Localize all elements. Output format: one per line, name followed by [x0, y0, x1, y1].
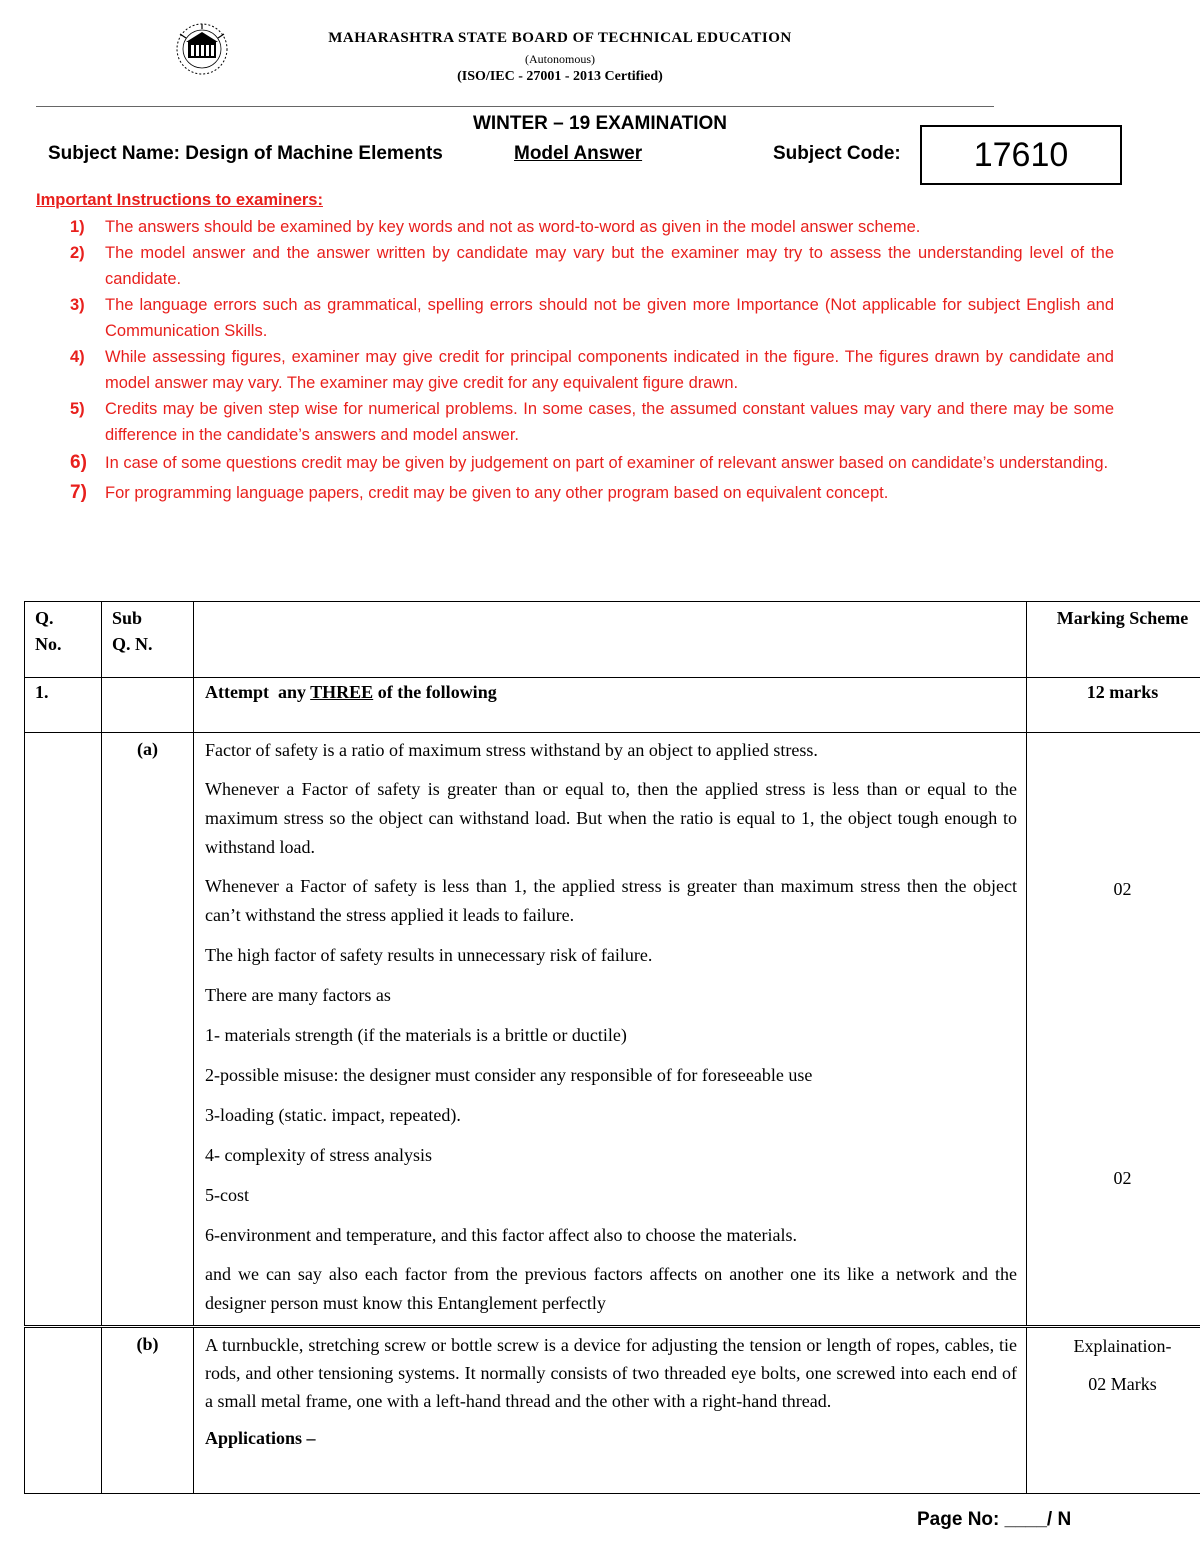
answer-a-para: 1- materials strength (if the materials is a brittle or ductile) — [205, 1025, 627, 1045]
answer-a-para: 2-possible misuse: the designer must consider any responsible of for foreseeable use — [205, 1065, 813, 1085]
instruction-item — [36, 240, 1114, 292]
answer-a — [194, 733, 1027, 1327]
board-name: MAHARASHTRA STATE BOARD OF TECHNICAL EDUCATION — [328, 30, 792, 46]
header-marking — [1027, 602, 1200, 678]
answer-a-para: The high factor of safety results in unnecessary risk of failure. — [205, 945, 653, 965]
exam-title: WINTER – 19 EXAMINATION — [472, 113, 728, 134]
marks-a-second: 02 — [1113, 1168, 1132, 1188]
marks-a-first: 02 — [1113, 879, 1132, 899]
q-sub-blank — [102, 678, 194, 733]
instructions-heading: Important Instructions to examiners: — [36, 191, 323, 209]
table-header-row — [25, 602, 1200, 678]
instructions-list — [36, 214, 1114, 506]
header-q-no-text: Q. No. — [35, 608, 62, 654]
row-a-qno — [25, 733, 102, 1327]
answer-a-para: Whenever a Factor of safety is greater than or equal to, then the applied stress is less than or equal to the maximum stress so the object can withstand load. But when the ratio is equal to 1, the object tough enough to withstand load. — [205, 779, 1017, 857]
table-row — [25, 1327, 1200, 1494]
instruction-text: In case of some questions credit may be given by judgement on part of examiner of relevant answer based on candidate’s understanding. — [105, 454, 1109, 472]
q-number: 1. — [25, 678, 102, 733]
header-sub-qn — [102, 602, 194, 678]
table-row — [25, 678, 1200, 733]
instruction-item — [36, 214, 1114, 240]
instruction-number: 1) — [70, 218, 85, 236]
header-divider — [36, 106, 994, 107]
answer-a-para: and we can say also each factor from the previous factors affects on another one its like a network and the designer person must know this Entanglement perfectly — [205, 1264, 1017, 1313]
instruction-item — [36, 292, 1114, 344]
instruction-item — [36, 480, 1114, 506]
answer-b — [194, 1327, 1027, 1494]
msbte-logo — [166, 20, 238, 78]
answer-b-text: A turnbuckle, stretching screw or bottle screw is a device for adjusting the tension or length of ropes, cables, tie rods, and other tensioning systems. It normally consists of two threaded eye bolts, one screwed into each end of a small metal frame, one with a left-hand thread and the other with a right-hand thread. — [205, 1335, 1017, 1411]
instruction-number: 4) — [70, 348, 85, 366]
q-prompt-three: THREE — [310, 682, 374, 702]
instruction-number: 7) — [70, 482, 87, 503]
sub-question-a: (a) — [102, 733, 194, 1327]
answer-a-para: Factor of safety is a ratio of maximum stress withstand by an object to applied stress. — [205, 740, 818, 760]
answer-a-para: 6-environment and temperature, and this factor affect also to choose the materials. — [205, 1225, 797, 1245]
subject-code-box: 17610 — [920, 125, 1122, 185]
subject-name: Subject Name: Design of Machine Elements — [48, 143, 443, 164]
instruction-text: Credits may be given step wise for numerical problems. In some cases, the assumed constant values may vary and there may be some difference in the candidate’s answers and model answer. — [105, 400, 1114, 444]
answer-a-para: 5-cost — [205, 1185, 249, 1205]
autonomous-label: (Autonomous) — [525, 52, 595, 66]
header-marking-text: Marking Scheme — [1056, 608, 1189, 628]
answer-a-para: Whenever a Factor of safety is less than 1, the applied stress is greater than maximum stress then the object can’t withstand the stress applied it leads to failure. — [205, 876, 1017, 925]
applications-label: Applications – — [205, 1428, 316, 1448]
header-sub-qn-text: Sub Q. N. — [112, 608, 153, 654]
instruction-number: 6) — [70, 452, 87, 473]
sub-question-b: (b) — [102, 1327, 194, 1494]
page-number: Page No: ____/ N — [917, 1509, 1072, 1530]
answer-a-para: 4- complexity of stress analysis — [205, 1145, 432, 1165]
instruction-text: While assessing figures, examiner may give credit for principal components indicated in the figure. The figures drawn by candidate and model answer may vary. The examiner may give credit for any equivalent figure drawn. — [105, 348, 1114, 392]
instruction-number: 5) — [70, 400, 85, 418]
table-row — [25, 733, 1200, 1327]
instruction-item — [36, 396, 1114, 448]
instruction-number: 3) — [70, 296, 85, 314]
q-prompt — [194, 678, 1027, 733]
marks-b — [1027, 1327, 1200, 1494]
header-q-no — [25, 602, 102, 678]
answer-a-para: 3-loading (static. impact, repeated). — [205, 1105, 461, 1125]
marks-a — [1027, 733, 1200, 1327]
q-marks: 12 marks — [1027, 678, 1200, 733]
instruction-text: The answers should be examined by key words and not as word-to-word as given in the model answer scheme. — [105, 218, 921, 236]
q-prompt-pre: Attempt any — [205, 682, 311, 702]
row-b-qno — [25, 1327, 102, 1494]
instruction-text: The language errors such as grammatical, spelling errors should not be given more Importance (Not applicable for subject English and Communication Skills. — [105, 296, 1114, 340]
subject-code-label: Subject Code: — [773, 143, 901, 164]
iso-certification: (ISO/IEC - 27001 - 2013 Certified) — [457, 69, 663, 84]
instruction-number: 2) — [70, 244, 85, 262]
model-answer-label: Model Answer — [514, 143, 643, 164]
instruction-text: The model answer and the answer written by candidate may vary but the examiner may try to assess the understanding level of the candidate. — [105, 244, 1114, 288]
q-prompt-post: of the following — [373, 682, 497, 702]
instruction-item — [36, 450, 1114, 476]
header-blank — [194, 602, 1027, 678]
instruction-item — [36, 344, 1114, 396]
marks-b-line1: Explaination- — [1073, 1336, 1172, 1356]
marks-b-line2: 02 Marks — [1088, 1374, 1157, 1394]
answer-table — [24, 601, 1200, 1494]
answer-a-para: There are many factors as — [205, 985, 391, 1005]
instruction-text: For programming language papers, credit may be given to any other program based on equivalent concept. — [105, 484, 889, 502]
